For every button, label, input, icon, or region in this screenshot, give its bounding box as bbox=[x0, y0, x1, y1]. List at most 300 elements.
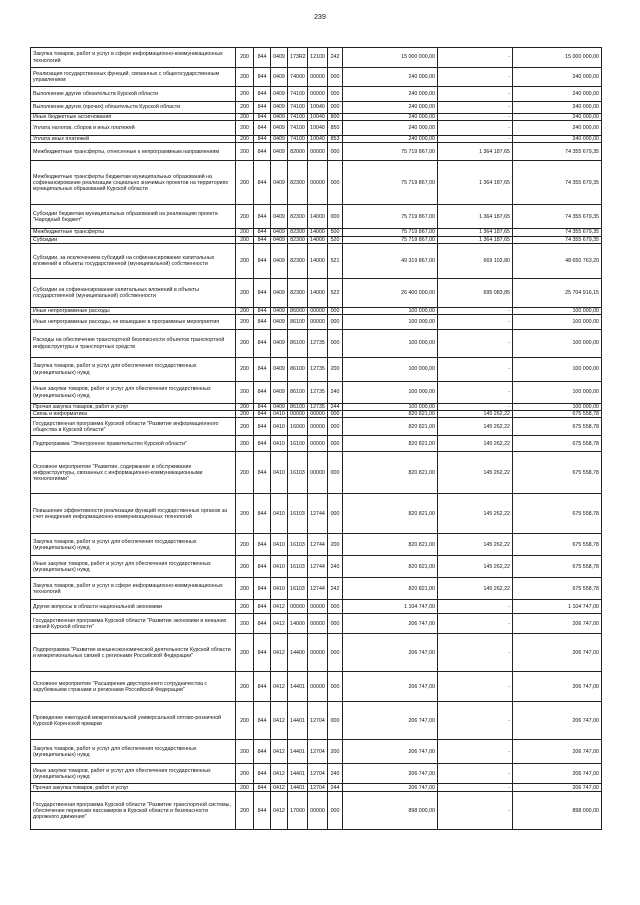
row-code-1: 200 bbox=[236, 136, 254, 143]
row-sum-change: - bbox=[438, 68, 513, 87]
row-code-4: 74100 bbox=[288, 102, 308, 114]
row-name: Иные закупки товаров, работ и услуг для обеспечения государственных (муниципальных) нужд bbox=[31, 382, 236, 404]
row-sum-change: 1 364 187,65 bbox=[438, 229, 513, 236]
row-sum-total: 206 747,00 bbox=[513, 672, 602, 702]
row-code-4: 74000 bbox=[288, 68, 308, 87]
row-code-6: 000 bbox=[328, 102, 343, 114]
row-code-2: 844 bbox=[254, 143, 271, 161]
row-sum-change: - bbox=[438, 740, 513, 764]
table-row bbox=[31, 382, 602, 404]
row-code-1: 200 bbox=[236, 614, 254, 634]
row-code-1: 200 bbox=[236, 784, 254, 792]
row-sum-total: 206 747,00 bbox=[513, 634, 602, 672]
row-code-3: 0409 bbox=[271, 143, 288, 161]
table-row bbox=[31, 102, 602, 114]
row-code-5: 00000 bbox=[308, 436, 328, 452]
row-sum-total: 100 000,00 bbox=[513, 307, 602, 314]
row-sum-total: 74 355 679,35 bbox=[513, 236, 602, 243]
budget-table bbox=[30, 47, 602, 830]
table-row bbox=[31, 614, 602, 634]
row-code-4: 14400 bbox=[288, 634, 308, 672]
row-sum-total: 240 000,00 bbox=[513, 121, 602, 136]
row-code-1: 200 bbox=[236, 330, 254, 358]
row-name: Межбюджетные трансферты, отнесенные к непрограммным направлениям bbox=[31, 143, 236, 161]
table-row bbox=[31, 600, 602, 614]
row-code-2: 844 bbox=[254, 114, 271, 121]
row-sum-change: - bbox=[438, 792, 513, 830]
row-code-2: 844 bbox=[254, 358, 271, 382]
row-name: Прочая закупка товаров, работ и услуг bbox=[31, 404, 236, 411]
row-code-3: 0409 bbox=[271, 278, 288, 307]
row-code-4: 86100 bbox=[288, 330, 308, 358]
row-name: Иные непрограммные расходы bbox=[31, 307, 236, 314]
row-code-6: 000 bbox=[328, 614, 343, 634]
row-code-4: 00000 bbox=[288, 411, 308, 418]
table-row bbox=[31, 161, 602, 205]
row-code-4: 86100 bbox=[288, 358, 308, 382]
row-code-5: 00000 bbox=[308, 452, 328, 494]
row-sum-change: - bbox=[438, 702, 513, 740]
table-row bbox=[31, 702, 602, 740]
row-sum-change: - bbox=[438, 121, 513, 136]
row-code-6: 000 bbox=[328, 411, 343, 418]
row-sum-change: 145 262,22 bbox=[438, 452, 513, 494]
row-sum-planned: 206 747,00 bbox=[343, 634, 438, 672]
row-sum-total: 25 704 916,15 bbox=[513, 278, 602, 307]
row-code-2: 844 bbox=[254, 634, 271, 672]
row-name: Закупка товаров, работ и услуг для обеспечения государственных (муниципальных) нужд bbox=[31, 358, 236, 382]
row-code-3: 0412 bbox=[271, 600, 288, 614]
row-sum-change: - bbox=[438, 48, 513, 68]
row-code-3: 0409 bbox=[271, 358, 288, 382]
row-sum-change: - bbox=[438, 382, 513, 404]
row-code-6: 500 bbox=[328, 229, 343, 236]
row-name: Закупка товаров, работ и услуг в сфере информационно-коммуникационных технологий bbox=[31, 48, 236, 68]
row-code-3: 0412 bbox=[271, 784, 288, 792]
row-code-2: 844 bbox=[254, 534, 271, 556]
row-code-5: 10040 bbox=[308, 102, 328, 114]
row-name: Выполнение других (прочих) обязательств Курской области bbox=[31, 102, 236, 114]
row-name: Подпрограмма "Электронное правительство Курской области" bbox=[31, 436, 236, 452]
row-code-1: 200 bbox=[236, 494, 254, 534]
row-code-4: 82000 bbox=[288, 143, 308, 161]
row-code-4: 16103 bbox=[288, 578, 308, 600]
row-sum-planned: 206 747,00 bbox=[343, 702, 438, 740]
row-code-6: 242 bbox=[328, 578, 343, 600]
row-name: Государственная программа Курской области "Развитие транспортной системы, обеспечение перевозки пассажиров в Курской области и безопасности дорожного движения" bbox=[31, 792, 236, 830]
row-code-3: 0412 bbox=[271, 634, 288, 672]
row-code-5: 12735 bbox=[308, 358, 328, 382]
row-sum-planned: 820 821,00 bbox=[343, 556, 438, 578]
table-row bbox=[31, 229, 602, 236]
row-code-6: 000 bbox=[328, 205, 343, 229]
row-code-1: 200 bbox=[236, 740, 254, 764]
row-sum-change: 695 083,85 bbox=[438, 278, 513, 307]
row-sum-total: 74 355 679,35 bbox=[513, 143, 602, 161]
row-code-6: 520 bbox=[328, 236, 343, 243]
table-row bbox=[31, 114, 602, 121]
row-code-4: 14401 bbox=[288, 740, 308, 764]
row-code-5: 12735 bbox=[308, 382, 328, 404]
row-sum-planned: 49 319 867,00 bbox=[343, 243, 438, 278]
row-code-5: 00000 bbox=[308, 315, 328, 330]
row-code-6: 000 bbox=[328, 330, 343, 358]
table-row bbox=[31, 243, 602, 278]
row-sum-total: 675 558,78 bbox=[513, 452, 602, 494]
row-sum-planned: 100 000,00 bbox=[343, 358, 438, 382]
row-code-1: 200 bbox=[236, 556, 254, 578]
row-sum-total: 206 747,00 bbox=[513, 764, 602, 784]
row-code-5: 00000 bbox=[308, 634, 328, 672]
row-code-2: 844 bbox=[254, 436, 271, 452]
row-code-3: 0409 bbox=[271, 307, 288, 314]
row-code-4: 74100 bbox=[288, 87, 308, 102]
row-sum-change: - bbox=[438, 307, 513, 314]
row-code-6: 000 bbox=[328, 702, 343, 740]
table-row bbox=[31, 358, 602, 382]
row-name: Связь и информатика bbox=[31, 411, 236, 418]
row-name: Другие вопросы в области национальной экономики bbox=[31, 600, 236, 614]
row-code-2: 844 bbox=[254, 243, 271, 278]
row-code-3: 0410 bbox=[271, 494, 288, 534]
row-sum-total: 240 000,00 bbox=[513, 136, 602, 143]
row-code-4: 74100 bbox=[288, 114, 308, 121]
row-code-2: 844 bbox=[254, 161, 271, 205]
row-code-4: 16103 bbox=[288, 494, 308, 534]
row-sum-change: - bbox=[438, 330, 513, 358]
row-code-2: 844 bbox=[254, 578, 271, 600]
row-code-6: 000 bbox=[328, 418, 343, 436]
row-code-3: 0409 bbox=[271, 161, 288, 205]
row-sum-change: 145 262,22 bbox=[438, 556, 513, 578]
table-row bbox=[31, 143, 602, 161]
row-code-4: 82300 bbox=[288, 278, 308, 307]
row-name: Подпрограмма "Развитие внешнеэкономической деятельности Курской области и межрегиональных связей с регионами Российской Федерации" bbox=[31, 634, 236, 672]
row-name: Выполнение других обязательств Курской области bbox=[31, 87, 236, 102]
row-code-2: 844 bbox=[254, 792, 271, 830]
row-sum-planned: 100 000,00 bbox=[343, 330, 438, 358]
row-sum-total: 675 558,78 bbox=[513, 411, 602, 418]
row-sum-planned: 100 000,00 bbox=[343, 404, 438, 411]
row-code-5: 14000 bbox=[308, 243, 328, 278]
row-code-5: 00000 bbox=[308, 161, 328, 205]
row-sum-planned: 206 747,00 bbox=[343, 614, 438, 634]
row-code-4: 173R2 bbox=[288, 48, 308, 68]
row-sum-change: - bbox=[438, 784, 513, 792]
row-code-4: 14401 bbox=[288, 702, 308, 740]
row-code-3: 0409 bbox=[271, 102, 288, 114]
row-code-2: 844 bbox=[254, 764, 271, 784]
row-sum-change: - bbox=[438, 315, 513, 330]
row-code-1: 200 bbox=[236, 243, 254, 278]
row-code-4: 16100 bbox=[288, 436, 308, 452]
row-name: Повышение эффективности реализации функций государственных органов за счет внедрения информационно-коммуникационных технологий bbox=[31, 494, 236, 534]
row-sum-change: - bbox=[438, 102, 513, 114]
row-code-3: 0409 bbox=[271, 205, 288, 229]
row-code-6: 200 bbox=[328, 534, 343, 556]
row-sum-change: 145 262,22 bbox=[438, 494, 513, 534]
row-sum-planned: 206 747,00 bbox=[343, 764, 438, 784]
row-code-5: 12704 bbox=[308, 764, 328, 784]
row-code-3: 0412 bbox=[271, 792, 288, 830]
row-code-4: 82300 bbox=[288, 243, 308, 278]
row-code-5: 14000 bbox=[308, 236, 328, 243]
row-code-2: 844 bbox=[254, 784, 271, 792]
row-name: Субсидии бюджетам муниципальных образований на реализацию проекта "Народный бюджет" bbox=[31, 205, 236, 229]
row-sum-change: 145 262,22 bbox=[438, 578, 513, 600]
row-code-4: 14401 bbox=[288, 784, 308, 792]
row-sum-planned: 75 719 867,00 bbox=[343, 205, 438, 229]
row-sum-planned: 240 000,00 bbox=[343, 136, 438, 143]
row-code-5: 00000 bbox=[308, 600, 328, 614]
table-row bbox=[31, 236, 602, 243]
row-sum-change: - bbox=[438, 764, 513, 784]
row-sum-total: 48 650 763,20 bbox=[513, 243, 602, 278]
row-sum-change: 1 364 187,65 bbox=[438, 161, 513, 205]
row-code-4: 00000 bbox=[288, 600, 308, 614]
row-code-4: 74100 bbox=[288, 136, 308, 143]
row-name: Субсидии bbox=[31, 236, 236, 243]
table-row bbox=[31, 205, 602, 229]
row-code-2: 844 bbox=[254, 315, 271, 330]
table-row bbox=[31, 740, 602, 764]
row-code-5: 12735 bbox=[308, 330, 328, 358]
row-sum-planned: 206 747,00 bbox=[343, 672, 438, 702]
row-code-6: 240 bbox=[328, 556, 343, 578]
row-sum-total: 100 000,00 bbox=[513, 404, 602, 411]
row-sum-total: 240 000,00 bbox=[513, 114, 602, 121]
row-code-4: 16103 bbox=[288, 556, 308, 578]
row-sum-change: - bbox=[438, 358, 513, 382]
row-code-1: 200 bbox=[236, 452, 254, 494]
row-code-4: 82300 bbox=[288, 236, 308, 243]
table-row bbox=[31, 418, 602, 436]
row-code-1: 200 bbox=[236, 278, 254, 307]
row-code-4: 14401 bbox=[288, 672, 308, 702]
row-code-6: 853 bbox=[328, 136, 343, 143]
row-code-6: 000 bbox=[328, 672, 343, 702]
row-sum-change: 1 364 187,65 bbox=[438, 236, 513, 243]
row-code-5: 10040 bbox=[308, 136, 328, 143]
row-code-3: 0409 bbox=[271, 404, 288, 411]
row-code-1: 200 bbox=[236, 672, 254, 702]
table-row bbox=[31, 452, 602, 494]
row-sum-total: 675 558,78 bbox=[513, 534, 602, 556]
row-sum-planned: 100 000,00 bbox=[343, 307, 438, 314]
row-code-1: 200 bbox=[236, 600, 254, 614]
row-name: Закупка товаров, работ и услуг для обеспечения государственных (муниципальных) нужд bbox=[31, 740, 236, 764]
row-sum-change: 145 262,22 bbox=[438, 418, 513, 436]
row-code-5: 00000 bbox=[308, 672, 328, 702]
row-code-2: 844 bbox=[254, 672, 271, 702]
row-code-3: 0409 bbox=[271, 48, 288, 68]
row-code-3: 0410 bbox=[271, 436, 288, 452]
row-sum-change: 669 103,80 bbox=[438, 243, 513, 278]
row-code-2: 844 bbox=[254, 330, 271, 358]
row-code-1: 200 bbox=[236, 534, 254, 556]
row-code-3: 0410 bbox=[271, 534, 288, 556]
row-code-6: 240 bbox=[328, 764, 343, 784]
row-code-3: 0410 bbox=[271, 578, 288, 600]
row-code-3: 0410 bbox=[271, 418, 288, 436]
row-sum-total: 240 000,00 bbox=[513, 87, 602, 102]
row-sum-total: 15 000 000,00 bbox=[513, 48, 602, 68]
row-code-1: 200 bbox=[236, 764, 254, 784]
row-code-2: 844 bbox=[254, 102, 271, 114]
row-sum-planned: 820 821,00 bbox=[343, 411, 438, 418]
row-code-6: 000 bbox=[328, 307, 343, 314]
row-code-5: 10040 bbox=[308, 121, 328, 136]
row-sum-planned: 820 821,00 bbox=[343, 534, 438, 556]
row-code-3: 0412 bbox=[271, 672, 288, 702]
row-sum-planned: 100 000,00 bbox=[343, 382, 438, 404]
row-sum-total: 100 000,00 bbox=[513, 330, 602, 358]
row-code-2: 844 bbox=[254, 418, 271, 436]
row-sum-planned: 15 000 000,00 bbox=[343, 48, 438, 68]
row-code-1: 200 bbox=[236, 143, 254, 161]
row-name: Закупка товаров, работ и услуг для обеспечения государственных (муниципальных) нужд bbox=[31, 534, 236, 556]
row-name: Иные закупки товаров, работ и услуг для обеспечения государственных (муниципальных) нужд bbox=[31, 556, 236, 578]
row-code-3: 0412 bbox=[271, 702, 288, 740]
table-row bbox=[31, 307, 602, 314]
row-name: Закупка товаров, работ и услуг в сфере информационно-коммуникационных технологий bbox=[31, 578, 236, 600]
row-code-3: 0409 bbox=[271, 315, 288, 330]
row-sum-planned: 26 400 000,00 bbox=[343, 278, 438, 307]
row-code-3: 0410 bbox=[271, 452, 288, 494]
row-name: Уплата налогов, сборов и иных платежей bbox=[31, 121, 236, 136]
row-code-4: 86100 bbox=[288, 315, 308, 330]
row-code-6: 200 bbox=[328, 358, 343, 382]
row-code-1: 200 bbox=[236, 418, 254, 436]
row-code-5: 12100 bbox=[308, 48, 328, 68]
table-row bbox=[31, 278, 602, 307]
row-code-1: 200 bbox=[236, 87, 254, 102]
row-sum-total: 74 355 679,35 bbox=[513, 161, 602, 205]
row-code-1: 200 bbox=[236, 307, 254, 314]
row-code-3: 0412 bbox=[271, 764, 288, 784]
row-sum-change: - bbox=[438, 672, 513, 702]
row-sum-total: 206 747,00 bbox=[513, 702, 602, 740]
row-sum-change: 1 364 187,65 bbox=[438, 143, 513, 161]
row-sum-total: 74 355 679,35 bbox=[513, 229, 602, 236]
row-sum-planned: 898 000,00 bbox=[343, 792, 438, 830]
row-code-5: 14000 bbox=[308, 278, 328, 307]
row-code-4: 74100 bbox=[288, 121, 308, 136]
row-sum-total: 675 558,78 bbox=[513, 418, 602, 436]
row-code-6: 000 bbox=[328, 436, 343, 452]
row-code-3: 0409 bbox=[271, 382, 288, 404]
row-code-5: 12704 bbox=[308, 702, 328, 740]
row-code-3: 0410 bbox=[271, 411, 288, 418]
row-sum-total: 898 000,00 bbox=[513, 792, 602, 830]
row-code-5: 12744 bbox=[308, 556, 328, 578]
row-code-1: 200 bbox=[236, 114, 254, 121]
row-code-6: 240 bbox=[328, 382, 343, 404]
row-sum-planned: 1 104 747,00 bbox=[343, 600, 438, 614]
row-code-5: 00000 bbox=[308, 68, 328, 87]
row-code-4: 82300 bbox=[288, 161, 308, 205]
row-sum-total: 100 000,00 bbox=[513, 358, 602, 382]
row-name: Проведение ежегодной межрегиональной универсальной оптово-розничной Курской Коренской ярмарки bbox=[31, 702, 236, 740]
row-sum-total: 240 000,00 bbox=[513, 102, 602, 114]
row-code-3: 0409 bbox=[271, 243, 288, 278]
row-name: Государственная программа Курской области "Развитие экономики и внешних связей Курской области" bbox=[31, 614, 236, 634]
row-code-4: 14000 bbox=[288, 614, 308, 634]
row-code-5: 00000 bbox=[308, 418, 328, 436]
table-row bbox=[31, 436, 602, 452]
row-code-1: 200 bbox=[236, 404, 254, 411]
row-code-3: 0409 bbox=[271, 330, 288, 358]
row-code-6: 000 bbox=[328, 600, 343, 614]
row-code-5: 12744 bbox=[308, 534, 328, 556]
row-code-1: 200 bbox=[236, 236, 254, 243]
row-code-3: 0409 bbox=[271, 121, 288, 136]
row-sum-total: 675 558,78 bbox=[513, 578, 602, 600]
row-code-2: 844 bbox=[254, 121, 271, 136]
row-code-4: 82300 bbox=[288, 229, 308, 236]
row-name: Субсидии, за исключением субсидий на софинансирование капитальных вложений в объекты государственной (муниципальной) собственности bbox=[31, 243, 236, 278]
row-sum-change: 1 364 187,65 bbox=[438, 205, 513, 229]
row-code-3: 0409 bbox=[271, 236, 288, 243]
row-code-1: 200 bbox=[236, 315, 254, 330]
row-code-1: 200 bbox=[236, 702, 254, 740]
row-sum-planned: 240 000,00 bbox=[343, 68, 438, 87]
row-sum-change: - bbox=[438, 404, 513, 411]
row-sum-planned: 75 719 867,00 bbox=[343, 229, 438, 236]
row-code-6: 000 bbox=[328, 68, 343, 87]
row-code-3: 0412 bbox=[271, 614, 288, 634]
table-row bbox=[31, 404, 602, 411]
row-sum-change: 145 262,22 bbox=[438, 436, 513, 452]
table-row bbox=[31, 672, 602, 702]
row-sum-planned: 820 821,00 bbox=[343, 436, 438, 452]
row-code-1: 200 bbox=[236, 205, 254, 229]
row-code-2: 844 bbox=[254, 48, 271, 68]
row-name: Уплата иных платежей bbox=[31, 136, 236, 143]
row-sum-planned: 75 719 867,00 bbox=[343, 161, 438, 205]
row-sum-change: - bbox=[438, 634, 513, 672]
table-row bbox=[31, 411, 602, 418]
row-sum-total: 100 000,00 bbox=[513, 315, 602, 330]
row-code-2: 844 bbox=[254, 740, 271, 764]
table-row bbox=[31, 634, 602, 672]
row-sum-change: - bbox=[438, 87, 513, 102]
row-code-4: 17000 bbox=[288, 792, 308, 830]
row-code-3: 0409 bbox=[271, 136, 288, 143]
row-sum-change: - bbox=[438, 136, 513, 143]
row-code-2: 844 bbox=[254, 307, 271, 314]
row-code-6: 000 bbox=[328, 315, 343, 330]
row-code-2: 844 bbox=[254, 87, 271, 102]
table-row bbox=[31, 764, 602, 784]
row-code-1: 200 bbox=[236, 411, 254, 418]
row-code-5: 12704 bbox=[308, 784, 328, 792]
row-code-6: 244 bbox=[328, 404, 343, 411]
table-row bbox=[31, 534, 602, 556]
table-row bbox=[31, 578, 602, 600]
row-code-6: 800 bbox=[328, 114, 343, 121]
row-sum-total: 675 558,78 bbox=[513, 436, 602, 452]
row-code-6: 000 bbox=[328, 87, 343, 102]
row-code-3: 0409 bbox=[271, 114, 288, 121]
row-code-5: 00000 bbox=[308, 792, 328, 830]
row-code-4: 86000 bbox=[288, 307, 308, 314]
row-code-2: 844 bbox=[254, 278, 271, 307]
row-code-1: 200 bbox=[236, 121, 254, 136]
row-code-2: 844 bbox=[254, 600, 271, 614]
row-code-6: 000 bbox=[328, 634, 343, 672]
row-sum-change: 145 262,22 bbox=[438, 411, 513, 418]
